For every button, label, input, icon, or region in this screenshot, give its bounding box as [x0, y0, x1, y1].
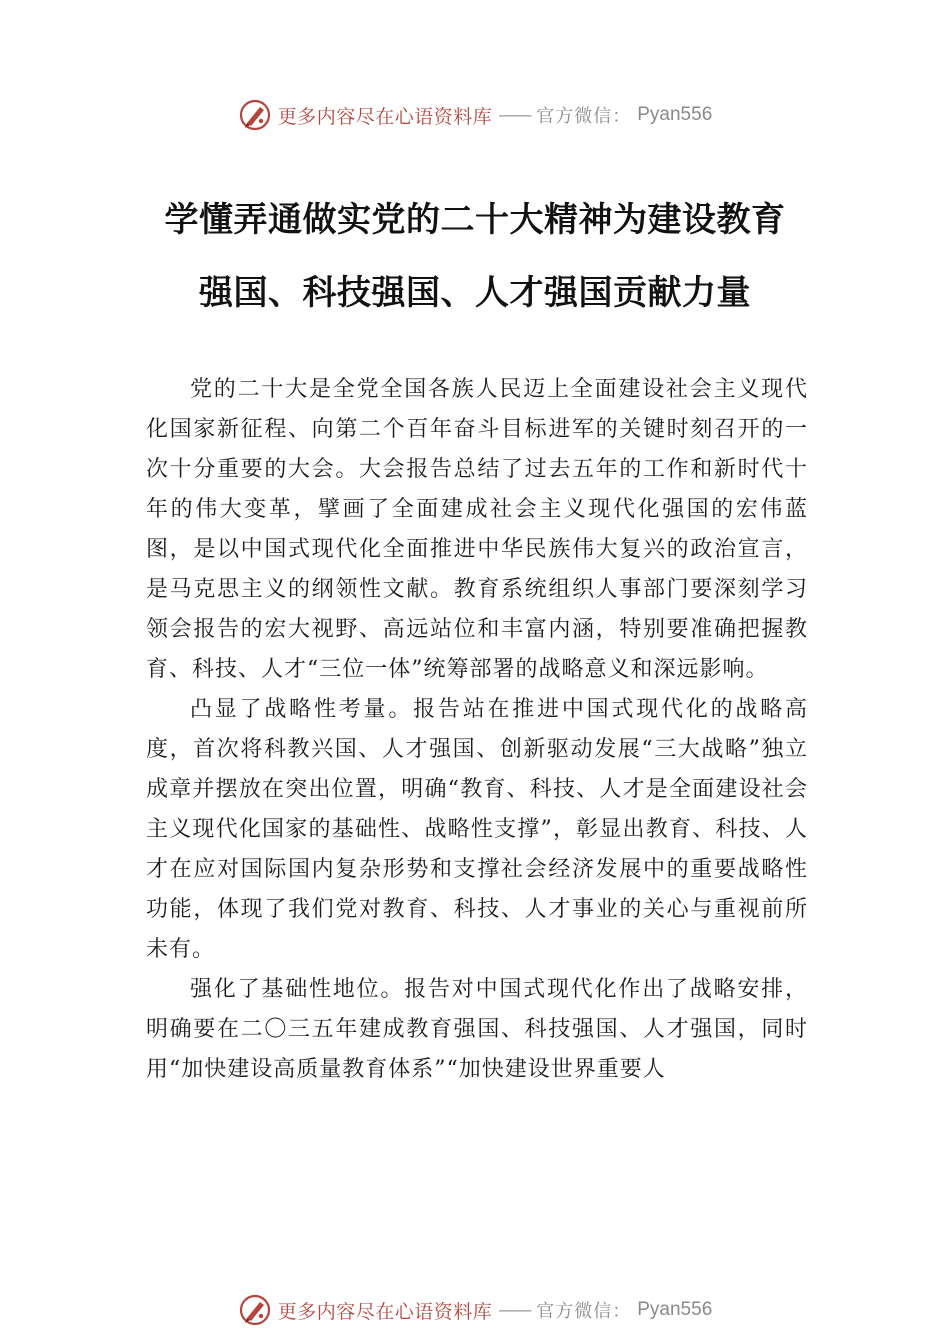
document-body	[146, 370, 808, 1090]
paragraph-1: 党的二十大是全党全国各族人民迈上全面建设社会主义现代化国家新征程、向第二个百年奋斗目标进军的关键时刻召开的一次十分重要的大会。大会报告总结了过去五年的工作和新时代十年的伟大变革，擘画了全面建成社会主义现代化强国的宏伟蓝图，是以中国式现代化全面推进中华民族伟大复兴的政治宣言，是马克思主义的纲领性文献。教育系统组织人事部门要深刻学习领会报告的宏大视野、高远站位和丰富内涵，特别要准确把握教育、科技、人才“三位一体”统筹部署的战略意义和深远影响。	[146, 377, 808, 682]
pen-seal-icon	[238, 98, 272, 132]
footer-brand-text: 更多内容尽在心语资料库	[277, 1300, 493, 1323]
footer-wechat-label: 官方微信：	[536, 1301, 632, 1322]
footer-dash: ——	[498, 1299, 531, 1321]
pen-seal-icon	[238, 1293, 272, 1327]
banner-dash: ——	[498, 104, 531, 126]
paragraph-3: 强化了基础性地位。报告对中国式现代化作出了战略安排，明确要在二〇三五年建成教育强国、科技强国、人才强国，同时用“加快建设高质量教育体系”“加快建设世界重要人	[146, 977, 808, 1082]
footer-banner	[0, 1290, 950, 1330]
footer-wechat-id: Pyan556	[637, 1299, 713, 1320]
document-title-line-2: 强国、科技强国、人才强国贡献力量	[199, 273, 751, 313]
banner-brand-text: 更多内容尽在心语资料库	[277, 105, 493, 128]
document-title-line-1: 学懂弄通做实党的二十大精神为建设教育	[164, 200, 786, 240]
banner-wechat-id: Pyan556	[637, 104, 713, 125]
header-banner	[0, 95, 950, 135]
paragraph-2: 凸显了战略性考量。报告站在推进中国式现代化的战略高度，首次将科教兴国、人才强国、创新驱动发展“三大战略”独立成章并摆放在突出位置，明确“教育、科技、人才是全面建设社会主义现代化国家的基础性、战略性支撑”，彰显出教育、科技、人才在应对国际国内复杂形势和支撑社会经济发展中的重要战略性功能，体现了我们党对教育、科技、人才事业的关心与重视前所未有。	[146, 697, 808, 962]
banner-wechat-label: 官方微信：	[536, 106, 632, 127]
